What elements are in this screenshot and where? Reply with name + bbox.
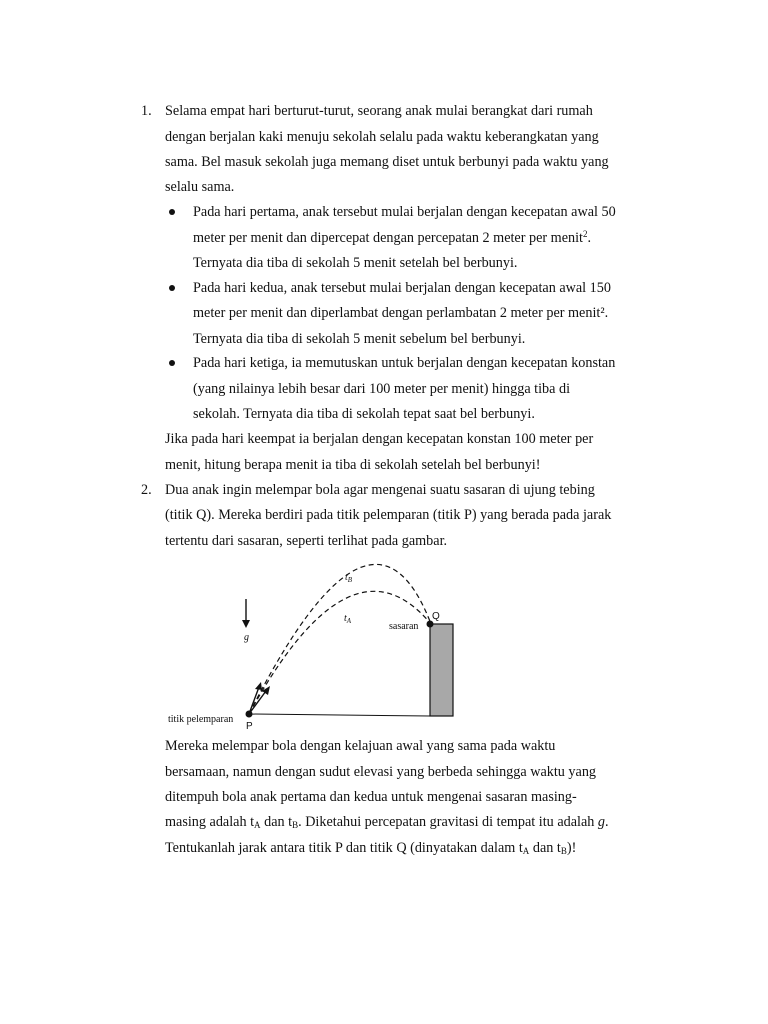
- gravity-symbol: g: [597, 814, 605, 830]
- label-tA: $t_A$: [344, 613, 352, 625]
- q2-after-line-1: Mereka melempar bola dengan kelajuan awal yang sama pada waktu: [165, 738, 556, 754]
- q2-after-line-3: ditempuh bola anak pertama dan kedua untuk mengenai sasaran masing-: [165, 789, 577, 805]
- bullet-3: [169, 360, 175, 366]
- line-4-part-b: dan t: [260, 814, 293, 830]
- q1-b2-line-2: meter per menit dan diperlambat dengan perlambatan 2 meter per menit².: [193, 305, 609, 321]
- point-P: [246, 711, 253, 718]
- q2-intro-line-3: tertentu dari sasaran, seperti terlihat pada gambar.: [165, 533, 448, 549]
- q1-b1-line-3: Ternyata dia tiba di sekolah 5 menit setelah bel berbunyi.: [193, 255, 518, 271]
- q1-b3-line-1: Pada hari ketiga, ia memutuskan untuk berjalan dengan kecepatan konstan: [193, 355, 616, 371]
- cliff: [430, 624, 453, 716]
- launch-arrows-icon: [249, 682, 270, 714]
- q1-b1-line-2-end: .: [587, 230, 592, 246]
- q2-after-line-5: [165, 839, 576, 857]
- q1-b1-line-2-text: meter per menit dan dipercepat dengan percepatan 2 meter per menit: [193, 230, 583, 246]
- bullet-1: [169, 209, 175, 215]
- line-4-part-a: masing adalah t: [165, 814, 255, 830]
- question-1-number: 1.: [141, 103, 152, 119]
- q1-b2-line-3: Ternyata dia tiba di sekolah 5 menit sebelum bel berbunyi.: [193, 331, 526, 347]
- subscript-A: A: [254, 820, 261, 830]
- q1-b1-line-1: Pada hari pertama, anak tersebut mulai berjalan dengan kecepatan awal 50: [193, 204, 616, 220]
- projectile-diagram: [166, 556, 456, 734]
- label-titik-pelemparan: titik pelemparan: [168, 714, 234, 725]
- trajectory-tA: [249, 591, 431, 714]
- line-4-part-c: . Diketahui percepatan gravitasi di tempat itu adalah: [298, 814, 598, 830]
- q1-b3-line-2: (yang nilainya lebih besar dari 100 meter per menit) hingga tiba di: [193, 381, 571, 397]
- line-4-part-d: .: [604, 814, 609, 830]
- trajectory-tB: [249, 564, 431, 714]
- q2-after-line-2: bersamaan, namun dengan sudut elevasi yang berbeda sehingga waktu yang: [165, 764, 597, 780]
- label-sasaran: sasaran: [389, 621, 419, 632]
- line-5-part-b: dan t: [529, 840, 561, 856]
- q1-intro-line-4: selalu sama.: [165, 179, 235, 195]
- subscript-B-2: B: [560, 846, 567, 856]
- question-2-number: 2.: [141, 482, 152, 498]
- label-tB: $t_B$: [345, 572, 353, 584]
- q2-after-line-4: [165, 813, 609, 831]
- bullet-2: [169, 285, 175, 291]
- label-Q: Q: [432, 611, 440, 622]
- line-5-part-a: Tentukanlah jarak antara titik P dan titik Q (dinyatakan dalam t: [165, 840, 523, 856]
- q1-b3-line-3: sekolah. Ternyata dia tiba di sekolah tepat saat bel berbunyi.: [193, 406, 535, 422]
- q1-question-line-1: Jika pada hari keempat ia berjalan dengan kecepatan konstan 100 meter per: [165, 431, 594, 447]
- q2-intro-line-1: Dua anak ingin melempar bola agar mengenai suatu sasaran di ujung tebing: [165, 482, 595, 498]
- label-P: P: [246, 721, 253, 732]
- q1-intro-line-2: dengan berjalan kaki menuju sekolah selalu pada waktu keberangkatan yang: [165, 129, 599, 145]
- q1-question-line-2: menit, hitung berapa menit ia tiba di sekolah setelah bel berbunyi!: [165, 457, 541, 473]
- q1-intro-line-1: Selama empat hari berturut-turut, seorang anak mulai berangkat dari rumah: [165, 103, 593, 119]
- q1-intro-line-3: sama. Bel masuk sekolah juga memang diset untuk berbunyi pada waktu yang: [165, 154, 609, 170]
- q1-b1-line-2: [193, 229, 591, 247]
- superscript-2: 2: [582, 229, 588, 239]
- q1-b2-line-1: Pada hari kedua, anak tersebut mulai berjalan dengan kecepatan awal 150: [193, 280, 611, 296]
- subscript-B: B: [292, 820, 299, 830]
- ground-line: [249, 714, 430, 716]
- label-g: g: [244, 632, 249, 643]
- q2-intro-line-2: (titik Q). Mereka berdiri pada titik pelemparan (titik P) yang berada pada jarak: [165, 507, 612, 523]
- line-5-part-c: )!: [566, 840, 577, 856]
- subscript-A-2: A: [522, 846, 530, 856]
